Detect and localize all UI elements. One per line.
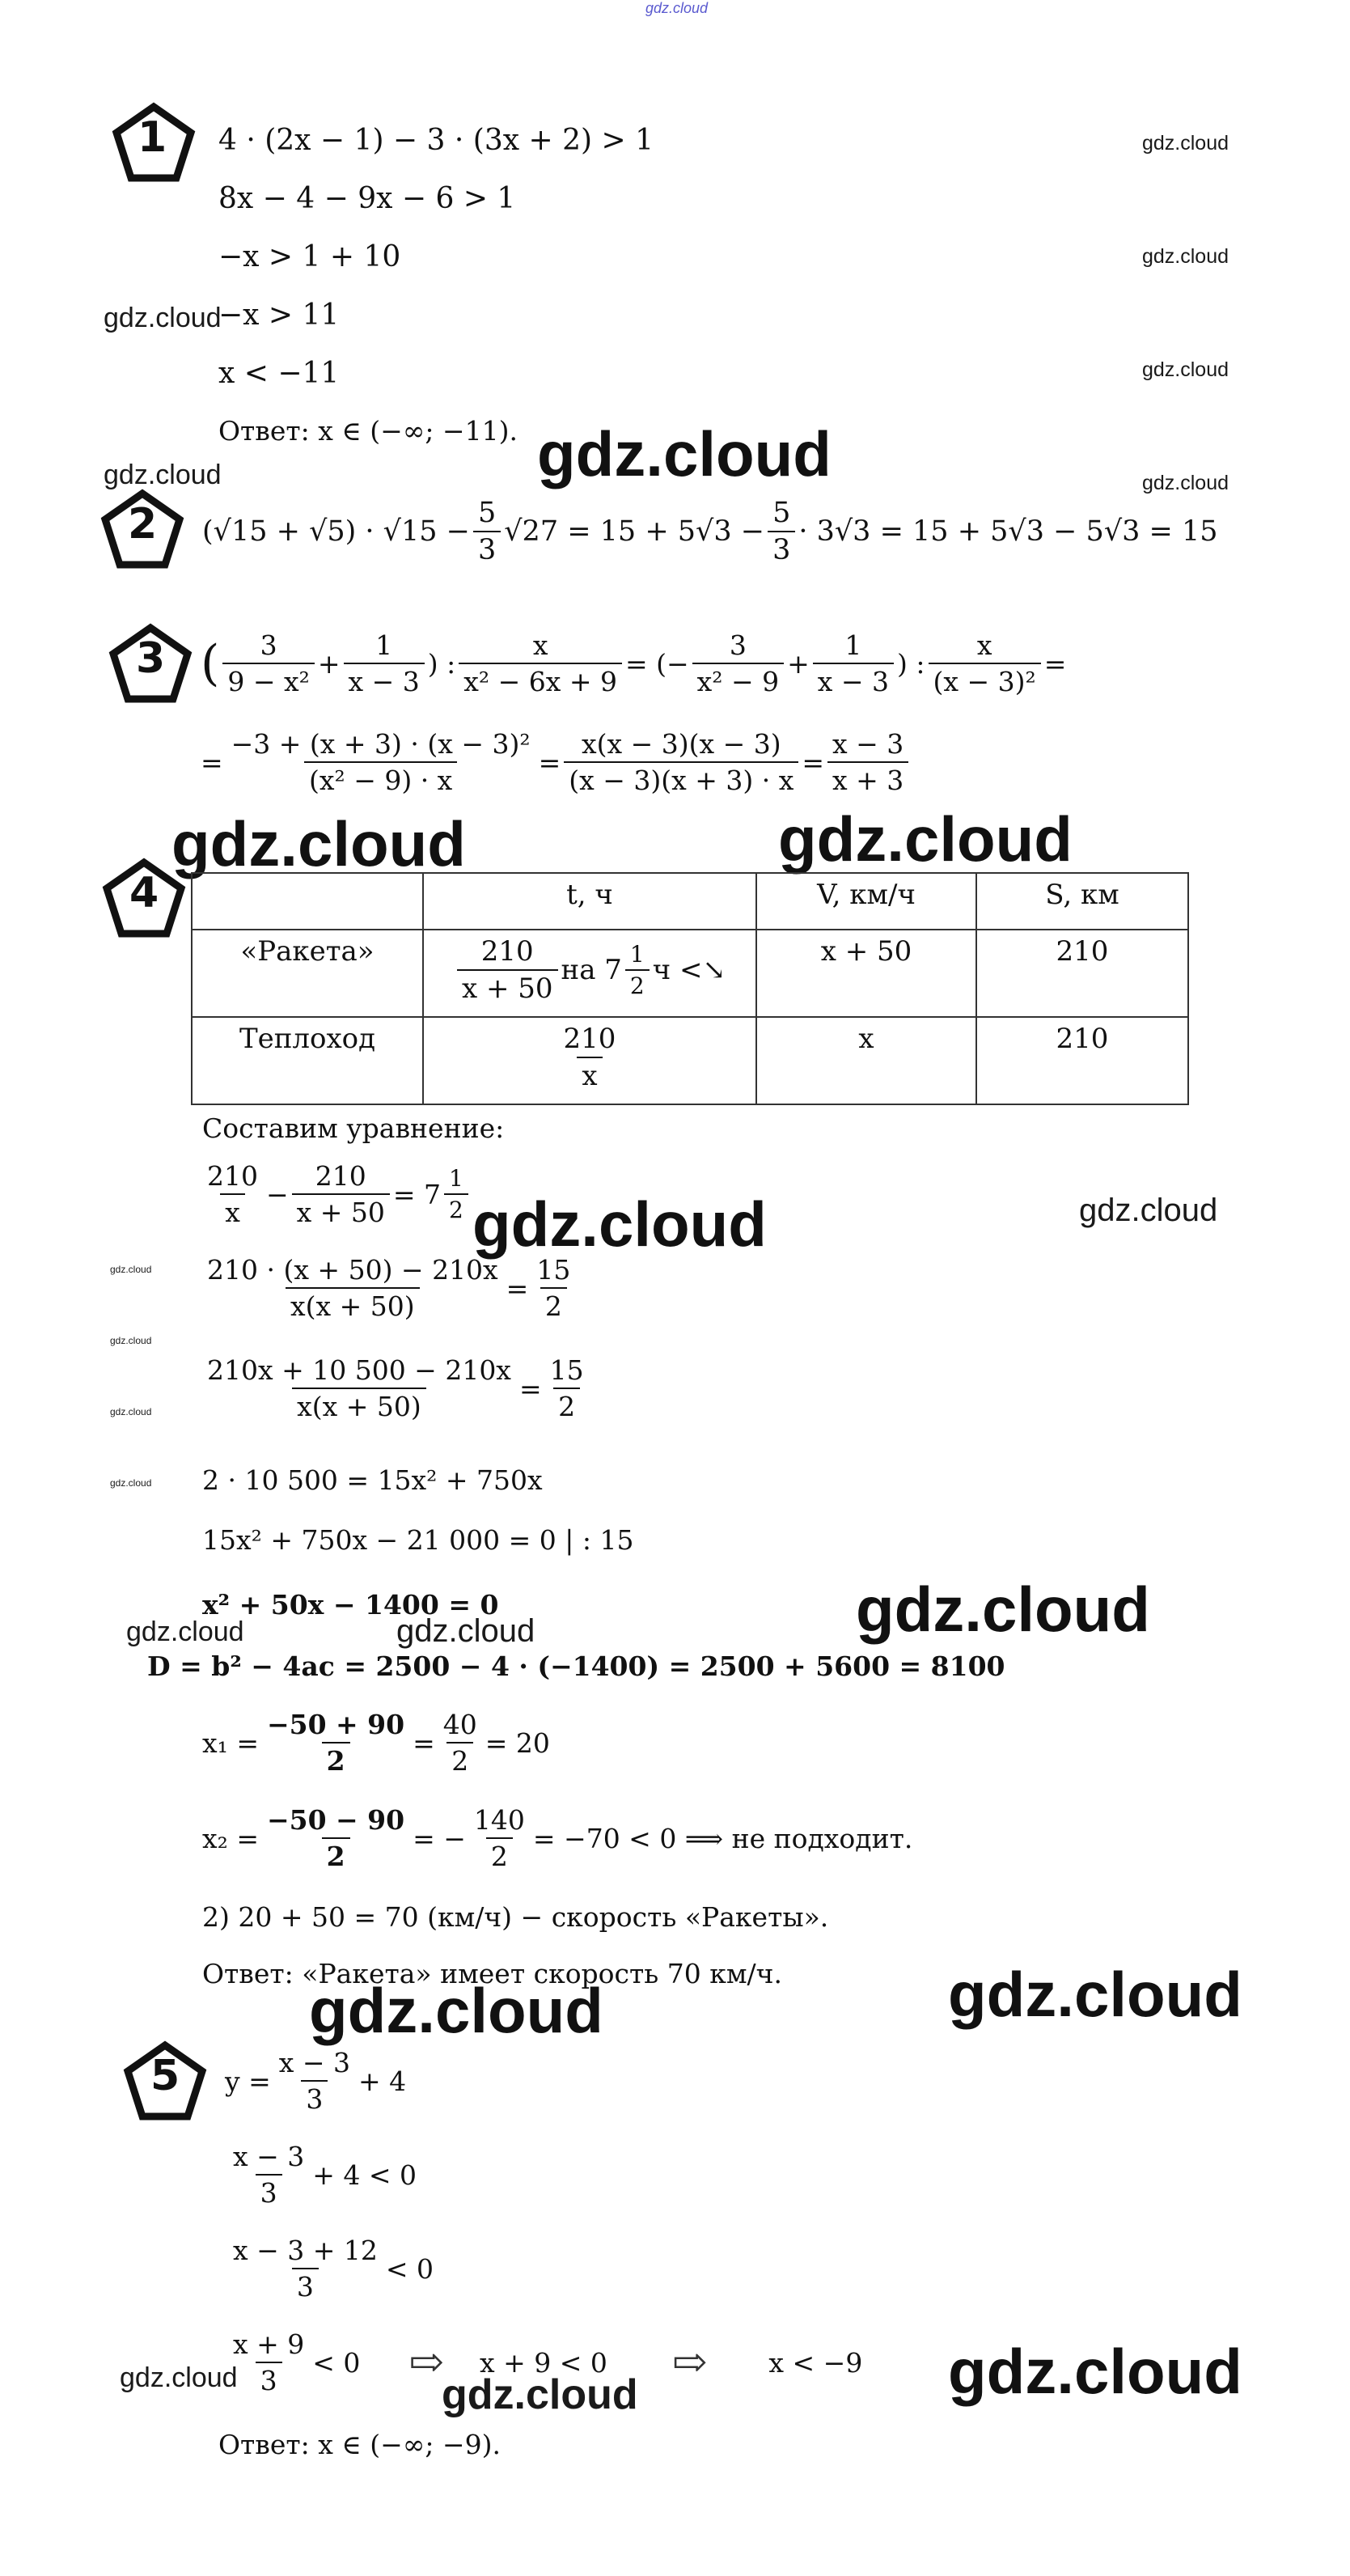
task-5-number: 5 [150, 2052, 180, 2100]
task-2-expression [202, 497, 1218, 566]
table-cell: «Ракета» [192, 930, 423, 1017]
watermark: gdz.cloud [104, 303, 222, 333]
watermark: gdz.cloud [1142, 132, 1229, 155]
top-watermark: gdz.cloud [645, 0, 709, 16]
watermark: gdz.cloud [1142, 472, 1229, 494]
task-5-line-2: $\frac{x - 3}{3}$ + 4 < 0 [233, 2141, 417, 2209]
motion-table [191, 872, 1189, 1105]
table-cell: 210 [976, 1017, 1188, 1104]
task-2-lhs: (√15 + √5) · √15 − [202, 515, 470, 548]
watermark: gdz.cloud [1142, 358, 1229, 381]
watermark: gdz.cloud [309, 1975, 603, 2046]
arrow-right-icon: ⇨ [671, 2338, 708, 2387]
task-5-line-3: $\frac{x - 3 + 12}{3}$ < 0 [233, 2235, 434, 2303]
task-4-line-7: D = b² − 4ac = 2500 − 4 · (−1400) = 2500 + 5600 = 8100 [147, 1650, 1005, 1682]
task-4-line-5: 15x² + 750x − 21 000 = 0 | : 15 [202, 1524, 634, 1556]
table-header-cell: t, ч [423, 873, 756, 930]
watermark: gdz.cloud [120, 2362, 238, 2393]
table-cell: x [756, 1017, 976, 1104]
task-4-line-6: x² + 50x − 1400 = 0 [202, 1589, 499, 1621]
watermark: gdz.cloud [1079, 1193, 1218, 1228]
watermark: gdz.cloud [104, 460, 222, 490]
table-row [192, 1017, 1188, 1104]
watermark: gdz.cloud [778, 803, 1073, 875]
watermark: gdz.cloud [472, 1188, 767, 1260]
watermark: gdz.cloud [948, 2336, 1242, 2407]
watermark: gdz.cloud [126, 1616, 244, 1647]
table-header-cell: S, км [976, 873, 1188, 930]
task-2-mid: √27 = 15 + 5√3 − [504, 515, 765, 548]
watermark: gdz.cloud [110, 1406, 152, 1417]
watermark: gdz.cloud [948, 1959, 1242, 2030]
watermark: gdz.cloud [396, 1613, 535, 1649]
task-2-number: 2 [128, 500, 158, 549]
task-3-line-2: = $\frac{\text{−3 + (x + 3) · (x − 3)²}}{\text{(x² − 9) · x}}$ = $\frac{x(x - 3)(x - 3)}{(x - 3)(x + 3) \cdot x}$ = $\frac{x - 3}{x + 3}$ [201, 728, 912, 796]
task-4-eq-1: $\frac{210}{x}$ − $\frac{210}{x + 50}$ = 7 $\frac{1}{2}$ [199, 1160, 472, 1228]
watermark: gdz.cloud [171, 808, 466, 879]
task-1-number: 1 [138, 113, 167, 162]
arrow-right-icon: ⇨ [408, 2338, 444, 2387]
task-2-fraction-2: $\frac{5}{3}$ [768, 497, 795, 566]
table-cell: 210 [976, 930, 1188, 1017]
task-4-x1: x₁ = $\frac{-50 + 90}{2}$ = $\frac{40}{2}$ = 20 [202, 1709, 550, 1777]
task-4-line-4: 2 · 10 500 = 15x² + 750x [202, 1464, 543, 1496]
task-4-eq-3: $\frac{210x + 10 500 - 210x}{x(x + 50)}$ = $\frac{15}{2}$ [207, 1354, 584, 1422]
task-3-line-1: ( $\frac{3}{\text{9 − x²}}$ + $\frac{1}{x - 3}$ ) : $\frac{x}{\text{x² − 6x + 9}}$ = (− $\frac{3}{\text{x² − 9}}$ + $\frac{1}{x - 3}$ ) : $\frac{x}{\text{(x − 3)²}}$ = [201, 629, 1067, 697]
table-cell: $\frac{210}{x + 50}$ на 7 $\frac{1}{2}$ ч <↘ [423, 930, 756, 1017]
task-5-answer: Ответ: x ∈ (−∞; −9). [218, 2429, 501, 2460]
task-3-number: 3 [136, 634, 166, 683]
table-cell: x + 50 [756, 930, 976, 1017]
task-1-line-1: 4 · (2x − 1) − 3 · (3x + 2) > 1 [218, 124, 654, 157]
task-1-line-4: −x > 11 [218, 299, 340, 332]
task-4-line-8: 2) 20 + 50 = 70 (км/ч) − скорость «Ракеты». [202, 1901, 829, 1933]
task-1-line-2: 8x − 4 − 9x − 6 > 1 [218, 182, 516, 215]
watermark: gdz.cloud [537, 418, 832, 489]
table-cell: $\frac{210}{x}$ [423, 1017, 756, 1104]
task-4-answer: Ответ: «Ракета» имеет скорость 70 км/ч. [202, 1958, 782, 1989]
table-header-cell [192, 873, 423, 930]
task-1-answer: Ответ: x ∈ (−∞; −11). [218, 415, 518, 447]
task-5-line-1: y = $\frac{x - 3}{3}$ + 4 [225, 2047, 407, 2115]
watermark: gdz.cloud [442, 2371, 638, 2418]
task-4-equation-heading: Составим уравнение: [202, 1112, 505, 1144]
table-cell: Теплоход [192, 1017, 423, 1104]
watermark: gdz.cloud [856, 1574, 1150, 1645]
task-4-eq-2: $\frac{210 \cdot (x + 50) - 210x}{x(x + 50)}$ = $\frac{15}{2}$ [207, 1254, 571, 1322]
watermark: gdz.cloud [1142, 245, 1229, 268]
task-4-number: 4 [129, 869, 159, 917]
table-row [192, 930, 1188, 1017]
watermark: gdz.cloud [110, 1477, 152, 1489]
task-2-rhs: · 3√3 = 15 + 5√3 − 5√3 = 15 [798, 515, 1218, 548]
task-5-line-4: $\frac{x + 9}{3}$ < 0 ⇨ x + 9 < 0 ⇨ x < −9 [233, 2328, 863, 2396]
table-header-cell: V, км/ч [756, 873, 976, 930]
task-4-x2: x₂ = $\frac{-50 - 90}{2}$ = − $\frac{140}{2}$ = −70 < 0 ⟹ не подходит. [202, 1804, 913, 1872]
task-1-line-3: −x > 1 + 10 [218, 240, 401, 273]
watermark: gdz.cloud [110, 1335, 152, 1346]
task-2-fraction-1: $\frac{5}{3}$ [473, 497, 501, 566]
watermark: gdz.cloud [110, 1264, 152, 1275]
task-1-line-5: x < −11 [218, 357, 340, 390]
